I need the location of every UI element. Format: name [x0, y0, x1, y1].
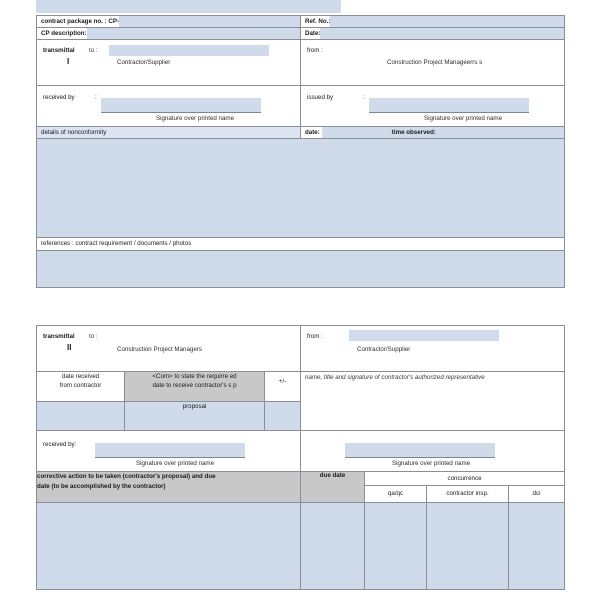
authorized-representative-cell [301, 372, 565, 431]
concurrence-col-qaqc: qa/qc [365, 486, 427, 503]
due-date-header: due date [301, 472, 365, 503]
transmittal-label: transmittal [43, 333, 75, 340]
received-by-label: received by [43, 94, 75, 101]
transmittal-from-label: from : [307, 47, 323, 54]
received-by-cell [37, 86, 301, 127]
issued-by-cell [301, 86, 565, 127]
cp-description-cell[interactable] [37, 28, 301, 40]
com-note-line-2: date to receive contractor's s p [152, 382, 237, 389]
date-received-header [37, 372, 125, 402]
transmittal-label: transmittal [43, 47, 75, 54]
table-row [37, 139, 565, 238]
table-row [37, 28, 565, 40]
corrective-action-line-1: corrective action to be taken (contractor's proposal) and due [37, 473, 216, 480]
concurrence-col-contractor-insp: contractor insp. [427, 486, 509, 503]
table-row [37, 472, 565, 486]
transmittal-1-from-cell [301, 40, 565, 86]
contractor-signature-input[interactable] [345, 443, 495, 458]
received-by-cell-2 [37, 431, 301, 472]
received-by-caption: Signature over printed name [135, 460, 215, 467]
table-row [37, 127, 565, 139]
concurrence-col-dci: dci [509, 486, 565, 503]
top-shaded-strip [36, 0, 341, 13]
corrective-action-input[interactable] [37, 503, 301, 590]
transmittal-to-value: Construction Project Managers [117, 346, 202, 353]
cp-description-label: CP description: [37, 28, 87, 39]
dci-input[interactable] [509, 503, 565, 590]
date-received-line-2: from contractor [59, 382, 102, 389]
references-area[interactable] [37, 251, 565, 288]
contractor-insp-input[interactable] [427, 503, 509, 590]
date-time-observed-cell[interactable] [301, 127, 565, 139]
plus-minus-input[interactable] [265, 401, 301, 431]
table-row [37, 372, 565, 402]
transmittal-2-block [36, 325, 565, 590]
com-note-line-3: proposal [125, 401, 265, 431]
contract-package-cell[interactable] [37, 16, 301, 28]
received-by-caption: Signature over printed name [155, 115, 235, 122]
qaqc-input[interactable] [365, 503, 427, 590]
date-label: Date: [301, 28, 320, 39]
date-received-input[interactable] [37, 401, 125, 431]
transmittal-1-block [36, 15, 565, 288]
nonconformity-details-area[interactable] [37, 139, 565, 238]
contractor-signature-caption: Signature over printed name [391, 460, 471, 467]
issued-by-label: issued by [307, 94, 334, 101]
table-row [37, 238, 565, 251]
cp-description-input[interactable] [87, 28, 300, 39]
corrective-action-header [37, 472, 301, 503]
contract-package-input[interactable] [119, 16, 300, 27]
transmittal-from-input[interactable] [349, 330, 499, 341]
date-input[interactable] [320, 28, 564, 39]
table-row [37, 251, 565, 288]
table-row [37, 503, 565, 590]
issued-by-colon: : [363, 94, 365, 101]
date-cell[interactable] [301, 28, 565, 40]
concurrence-header: concurrence [365, 472, 565, 486]
received-by-colon: : [95, 94, 97, 101]
transmittal-to-label: to : [89, 333, 98, 340]
table-row [37, 326, 565, 372]
ref-no-cell[interactable] [301, 16, 565, 28]
issued-by-signature-input[interactable] [369, 98, 529, 113]
plus-minus-label: +/- [278, 378, 287, 385]
transmittal-from-value: Contractor/Supplier [357, 346, 411, 353]
issued-by-caption: Signature over printed name [423, 115, 503, 122]
authorized-rep-note: name, title and signature of contractor's authorized representative [305, 374, 485, 381]
details-of-nonconformity-label: details of nonconformity [37, 127, 300, 138]
table-row [37, 86, 565, 127]
references-label: references : contract requirement / documents / photos [37, 238, 564, 250]
transmittal-2-from-cell [301, 326, 565, 372]
corrective-action-line-2: date (to be accomplished by the contractor) [37, 482, 166, 490]
transmittal-1-to-cell [37, 40, 301, 86]
transmittal-to-value: Contractor/Supplier [117, 59, 171, 66]
time-observed-input[interactable] [438, 127, 564, 138]
received-by-signature-input[interactable] [95, 443, 245, 458]
date-received-line-1: date received [61, 373, 100, 380]
transmittal-roman-numeral: II [67, 343, 72, 352]
references-header-cell [37, 238, 565, 251]
due-date-input[interactable] [301, 503, 365, 590]
contractor-signature-cell [301, 431, 565, 472]
plus-minus-header [265, 372, 301, 402]
table-row [37, 431, 565, 472]
transmittal-from-label: from : [307, 333, 323, 340]
transmittal-to-input[interactable] [109, 45, 269, 56]
com-note-line-1: <Com> to state the requirre ed [152, 373, 237, 380]
transmittal-from-value: Construction Project Manageerrs s [387, 59, 483, 66]
observed-date-input[interactable] [322, 127, 392, 138]
ref-no-label: Ref. No.: [301, 16, 330, 27]
received-by-signature-input[interactable] [101, 98, 261, 113]
table-row [37, 40, 565, 86]
transmittal-to-label: to : [89, 47, 98, 54]
contract-package-label: contract package no. : CP- [37, 16, 119, 27]
table-row [37, 16, 565, 28]
ref-no-input[interactable] [330, 16, 564, 27]
received-by-label: received by: [43, 441, 77, 448]
com-note-header [125, 372, 265, 402]
details-header-cell [37, 127, 301, 139]
transmittal-2-to-cell [37, 326, 301, 372]
transmittal-roman-numeral: I [67, 57, 70, 66]
observed-date-label: date: [301, 127, 322, 138]
time-observed-label: time observed: [391, 129, 436, 136]
